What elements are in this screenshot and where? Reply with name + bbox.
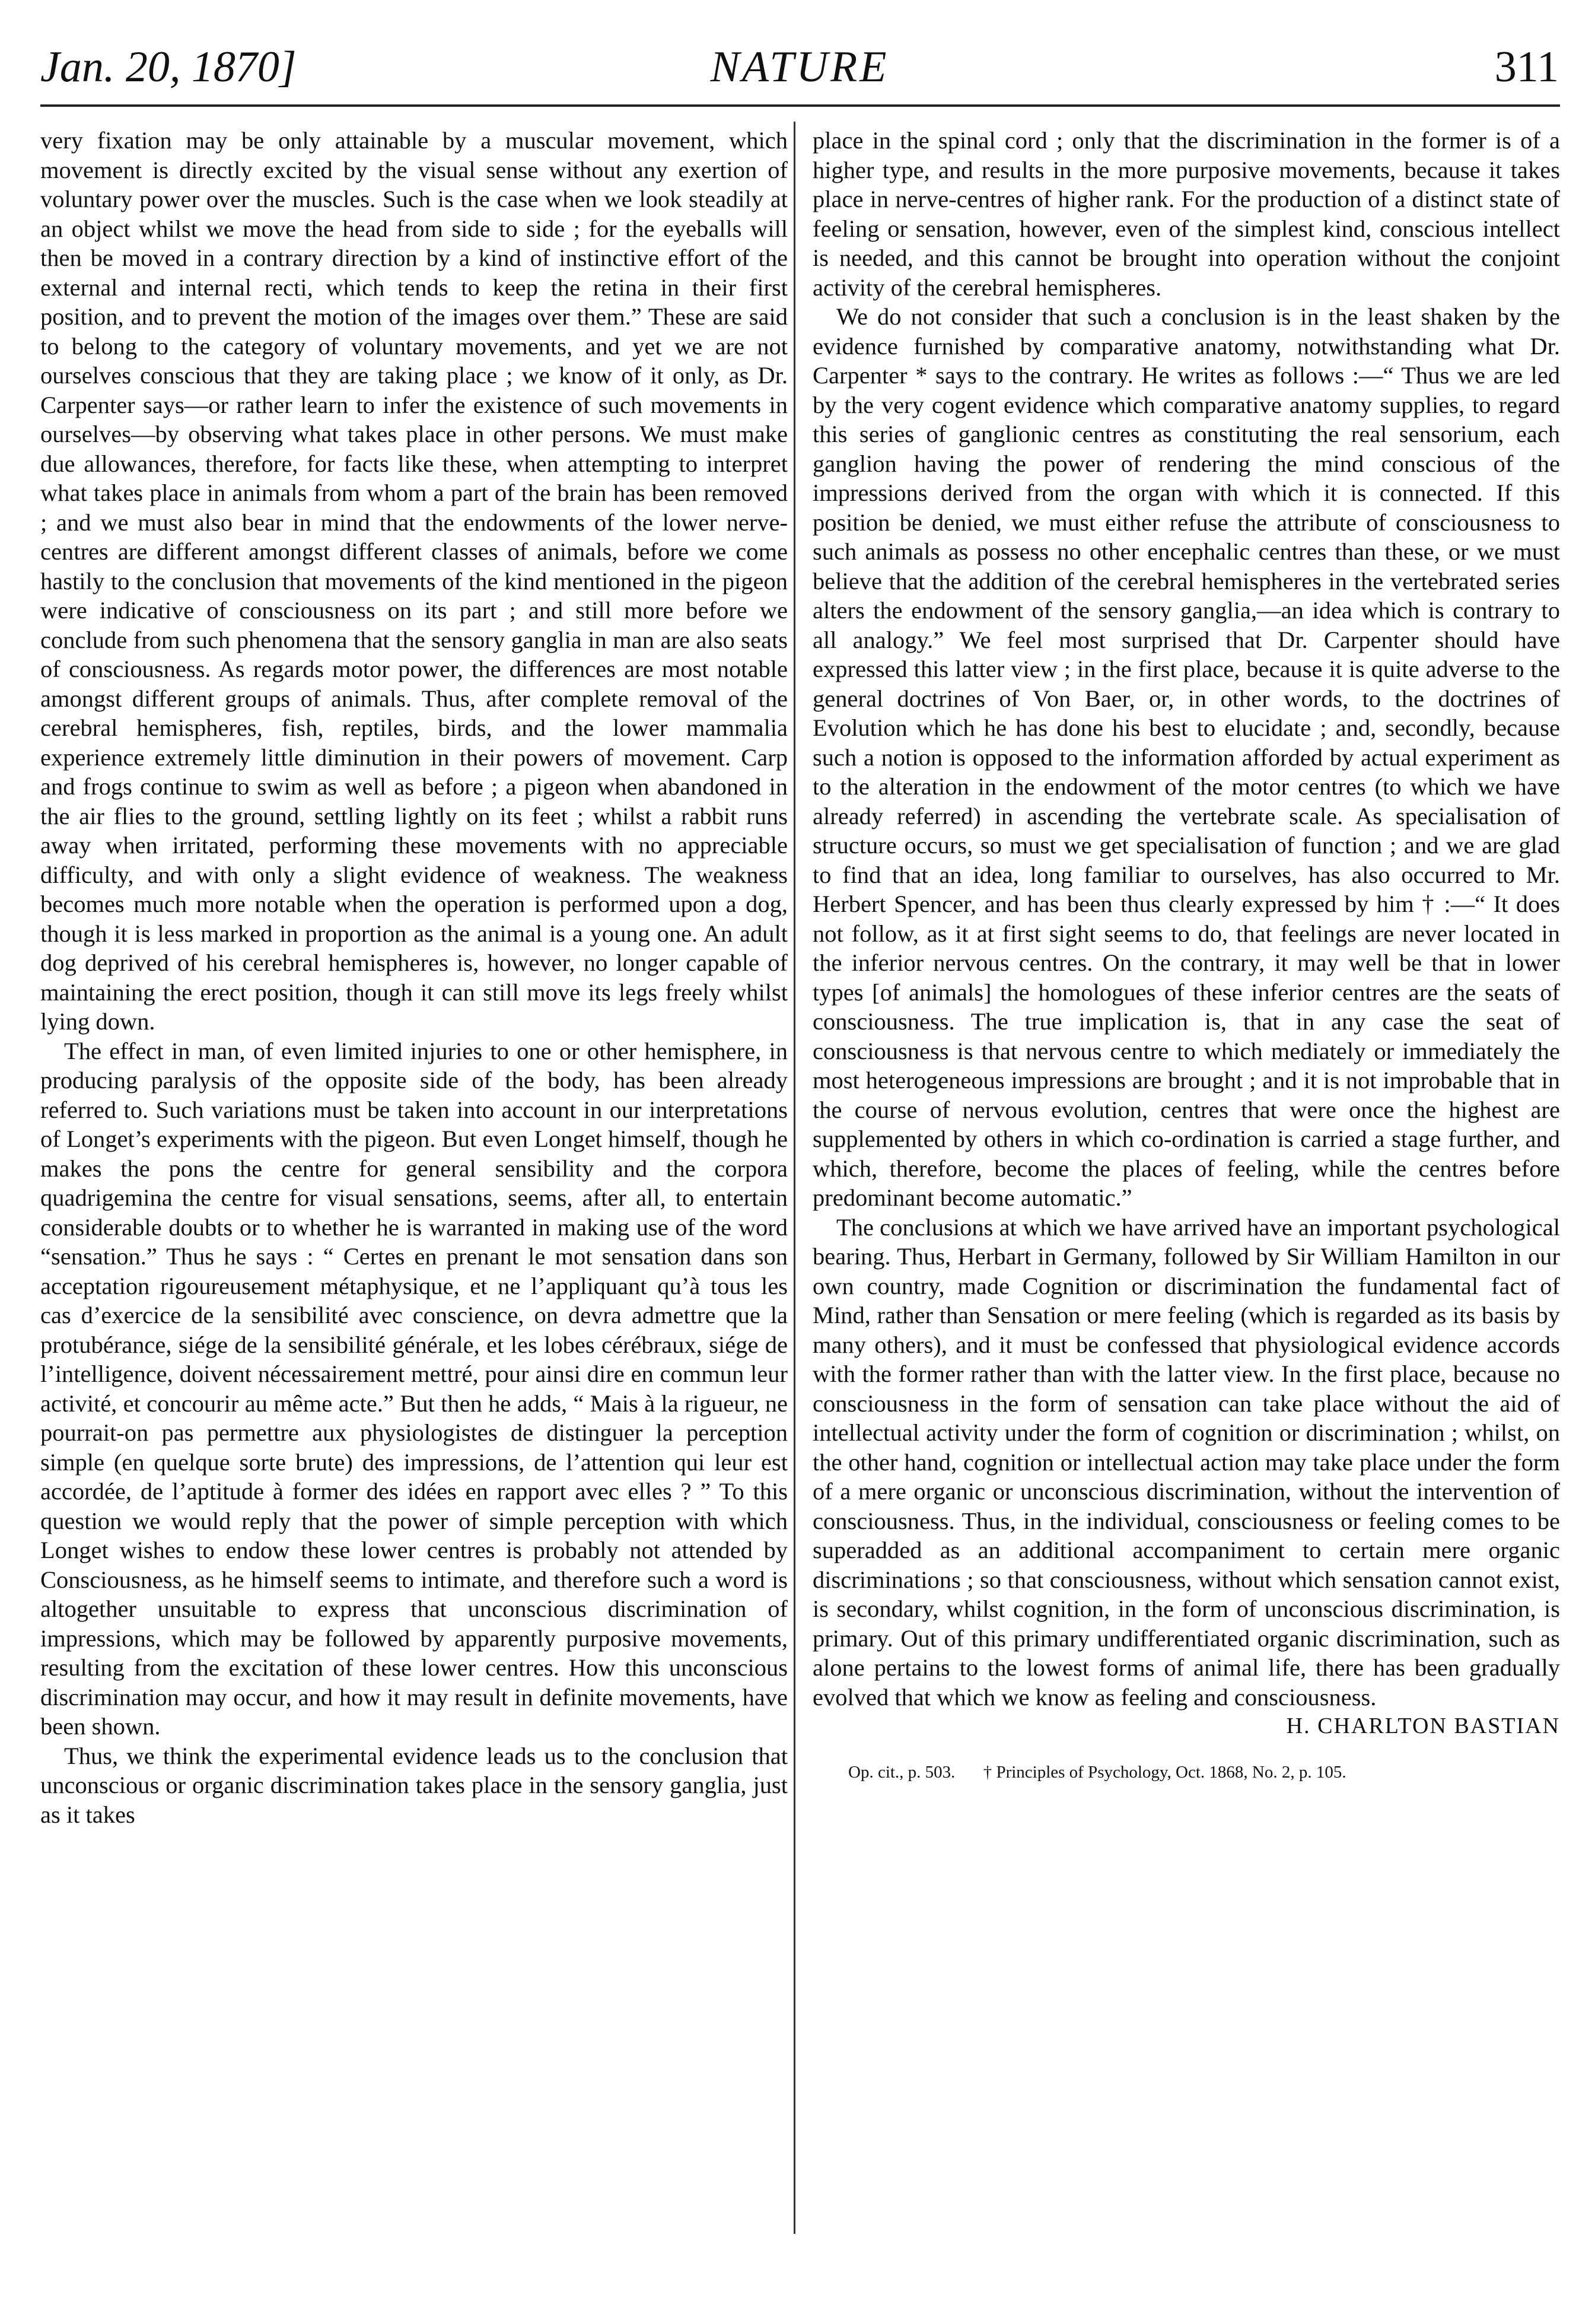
paragraph: We do not consider that such a conclusion is in the least shaken by the evidence furnished by comparative anatomy, notwithstanding what Dr. Carpenter * says to the contrary. He writes as follows :—“ Thus we are led by the very cogent evidence which comparative anatomy supplies, to regard this series of ganglionic centres as constituting the real sensorium, each ganglion having the power of rendering the mind conscious of the impressions derived from the organ with which it is connected. If this position be denied, we must either refuse the attribute of consciousness to such animals as possess no other encephalic centres than these, or we must believe that the addition of the cerebral hemispheres in the vertebrated series alters the endowment of the sensory ganglia,—an idea which is contrary to all analogy.” We feel most surprised that Dr. Carpenter should have expressed this latter view ; in the first place, because it is quite adverse to the general doctrines of Von Baer, or, in other words, to the doctrines of Evolution which he has done his best to elucidate ; and, secondly, because such a notion is opposed to the information afforded by actual experiment as to the alteration in the endowment of the motor centres (to which we have already referred) in ascending the vertebrate scale. As specialisation of structure occurs, so must we get specialisation of function ; and we are glad to find that an idea, long familiar to ourselves, has also occurred to Mr. Herbert Spencer, and has been thus clearly expressed by him † :—“ It does not follow, as it at first sight seems to do, that feelings are never located in the inferior nervous centres. On the contrary, it may well be that in lower types [of animals] the homologues of these inferior centres are the seats of consciousness. The true implication is, that in any case the seat of consciousness is that nervous centre to which mediately or immediately the most heterogeneous impressions are brought ; and it is not improbable that in the course of nervous evolution, centres that were once the highest are supplemented by others in which co-ordination is carried a stage further, and which, therefore, become the places of feeling, while the centres before predominant become automatic.”	[813, 303, 1560, 1211]
page-header	[40, 34, 1559, 100]
footnote: Op. cit., p. 503.	[848, 1762, 956, 1782]
column-divider	[794, 122, 795, 2234]
author-signature: H. CHARLTON BASTIAN	[1286, 1713, 1560, 1738]
paragraph: Thus, we think the experimental evidence leads us to the conclusion that unconscious or organic discrimination takes place in the sensory ganglia, just as it takes	[40, 1742, 788, 1828]
footnotes	[813, 1760, 1560, 1784]
footnote: † Principles of Psychology, Oct. 1868, No. 2, p. 105.	[983, 1762, 1346, 1782]
journal-title: NATURE	[710, 43, 889, 91]
paragraph: very fixation may be only attainable by a muscular movement, which movement is directly excited by the visual sense without any exertion of voluntary power over the muscles. Such is the case when we look steadily at an object whilst we move the head from side to side ; for the eyeballs will then be moved in a contrary direction by a kind of instinctive effort of the external and internal recti, which tends to keep the retina in their first position, and to prevent the motion of the images over them.” These are said to belong to the category of voluntary movements, and yet we are not ourselves conscious that they are taking place ; we know of it only, as Dr. Carpenter says—or rather learn to infer the existence of such movements in ourselves—by observing what takes place in other persons. We must make due allowances, therefore, for facts like these, when attempting to interpret what takes place in animals from whom a part of the brain has been removed ; and we must also bear in mind that the endowments of the lower nerve-centres are different amongst different classes of animals, before we come hastily to the conclusion that movements of the kind mentioned in the pigeon were indicative of consciousness on its part ; and still more before we conclude from such phenomena that the sensory ganglia in man are also seats of consciousness. As regards motor power, the differences are most notable amongst different groups of animals. Thus, after complete removal of the cerebral hemispheres, fish, reptiles, birds, and the lower mammalia experience extremely little diminution in their powers of movement. Carp and frogs continue to swim as well as before ; a pigeon when abandoned in the air flies to the ground, settling lightly on its feet ; whilst a rabbit runs away when irritated, performing these movements with no appreciable difficulty, and with only a slight evidence of weakness. The weakness becomes much more notable when the operation is performed upon a dog, though it is less marked in proportion as the animal is a young one. An adult dog deprived of his cerebral hemispheres is, however, no longer capable of maintaining the erect position, though it can still move its legs freely whilst lying down.	[40, 127, 788, 1035]
paragraph: The conclusions at which we have arrived have an important psychological bearing. Thus, Herbart in Germany, followed by Sir William Hamilton in our own country, made Cognition or discrimination the fundamental fact of Mind, rather than Sensation or mere feeling (which is regarded as its basis by many others), and it must be confessed that physiological evidence accords with the former rather than with the latter view. In the first place, because no consciousness in the form of sensation can take place without the aid of intellectual activity under the form of cognition or discrimination ; whilst, on the other hand, cognition or intellectual action may take place under the form of a mere organic or unconscious discrimination, without the intervention of consciousness. Thus, in the individual, consciousness or feeling comes to be superadded as an additional accompaniment to certain mere organic discriminations ; so that consciousness, without which sensation cannot exist, is secondary, whilst cognition, in the form of unconscious discrimination, is primary. Out of this primary undifferentiated organic discrimination, such as alone pertains to the lowest forms of animal life, there has been gradually evolved that which we know as feeling and consciousness.	[813, 1213, 1560, 1711]
right-column	[813, 126, 1560, 1784]
paragraph: The effect in man, of even limited injuries to one or other hemisphere, in producing paralysis of the opposite side of the body, has been already referred to. Such variations must be taken into account in our interpretations of Longet’s experiments with the pigeon. But even Longet himself, though he makes the pons the centre for general sensibility and the corpora quadrigemina the centre for visual sensations, seems, after all, to entertain considerable doubts or to whether he is warranted in making use of the word “sensation.” Thus he says : “ Certes en prenant le mot sensation dans son acceptation rigoureusement métaphysique, et ne l’appliquant qu’à tous les cas d’exercice de la sensibilité avec conscience, on devra admettre que la protubérance, siége de la sensibilité générale, et les lobes cérébraux, siége de l’intelligence, doivent nécessairement mettré, pour ainsi dire en commun leur activité, et concourir au même acte.” But then he adds, “ Mais à la rigueur, ne pourrait-on pas permettre aux physiologistes de distinguer la perception simple (en quelque sorte brute) des impressions, de l’attention qui leur est accordée, de l’aptitude à former des idées en rapport avec elles ? ” To this question we would reply that the power of simple perception with which Longet wishes to endow these lower centres is probably not attended by Consciousness, as he himself seems to intimate, and therefore such a word is altogether unsuitable to express that unconscious discrimination of impressions, which may be followed by apparently purposive movements, resulting from the excitation of these lower centres. How this unconscious discrimination may occur, and how it may result in definite movements, have been shown.	[40, 1037, 788, 1740]
issue-date: Jan. 20, 1870]	[40, 43, 297, 91]
left-column	[40, 126, 788, 1829]
header-rule	[40, 104, 1560, 107]
paragraph: place in the spinal cord ; only that the discrimination in the former is of a higher type, and results in the more purposive movements, because it takes place in nerve-centres of higher rank. For the production of a distinct state of feeling or sensation, however, even of the simplest kind, conscious intellect is needed, and this cannot be brought into operation without the conjoint activity of the cerebral hemispheres.	[813, 127, 1560, 301]
page-number: 311	[1494, 43, 1559, 91]
